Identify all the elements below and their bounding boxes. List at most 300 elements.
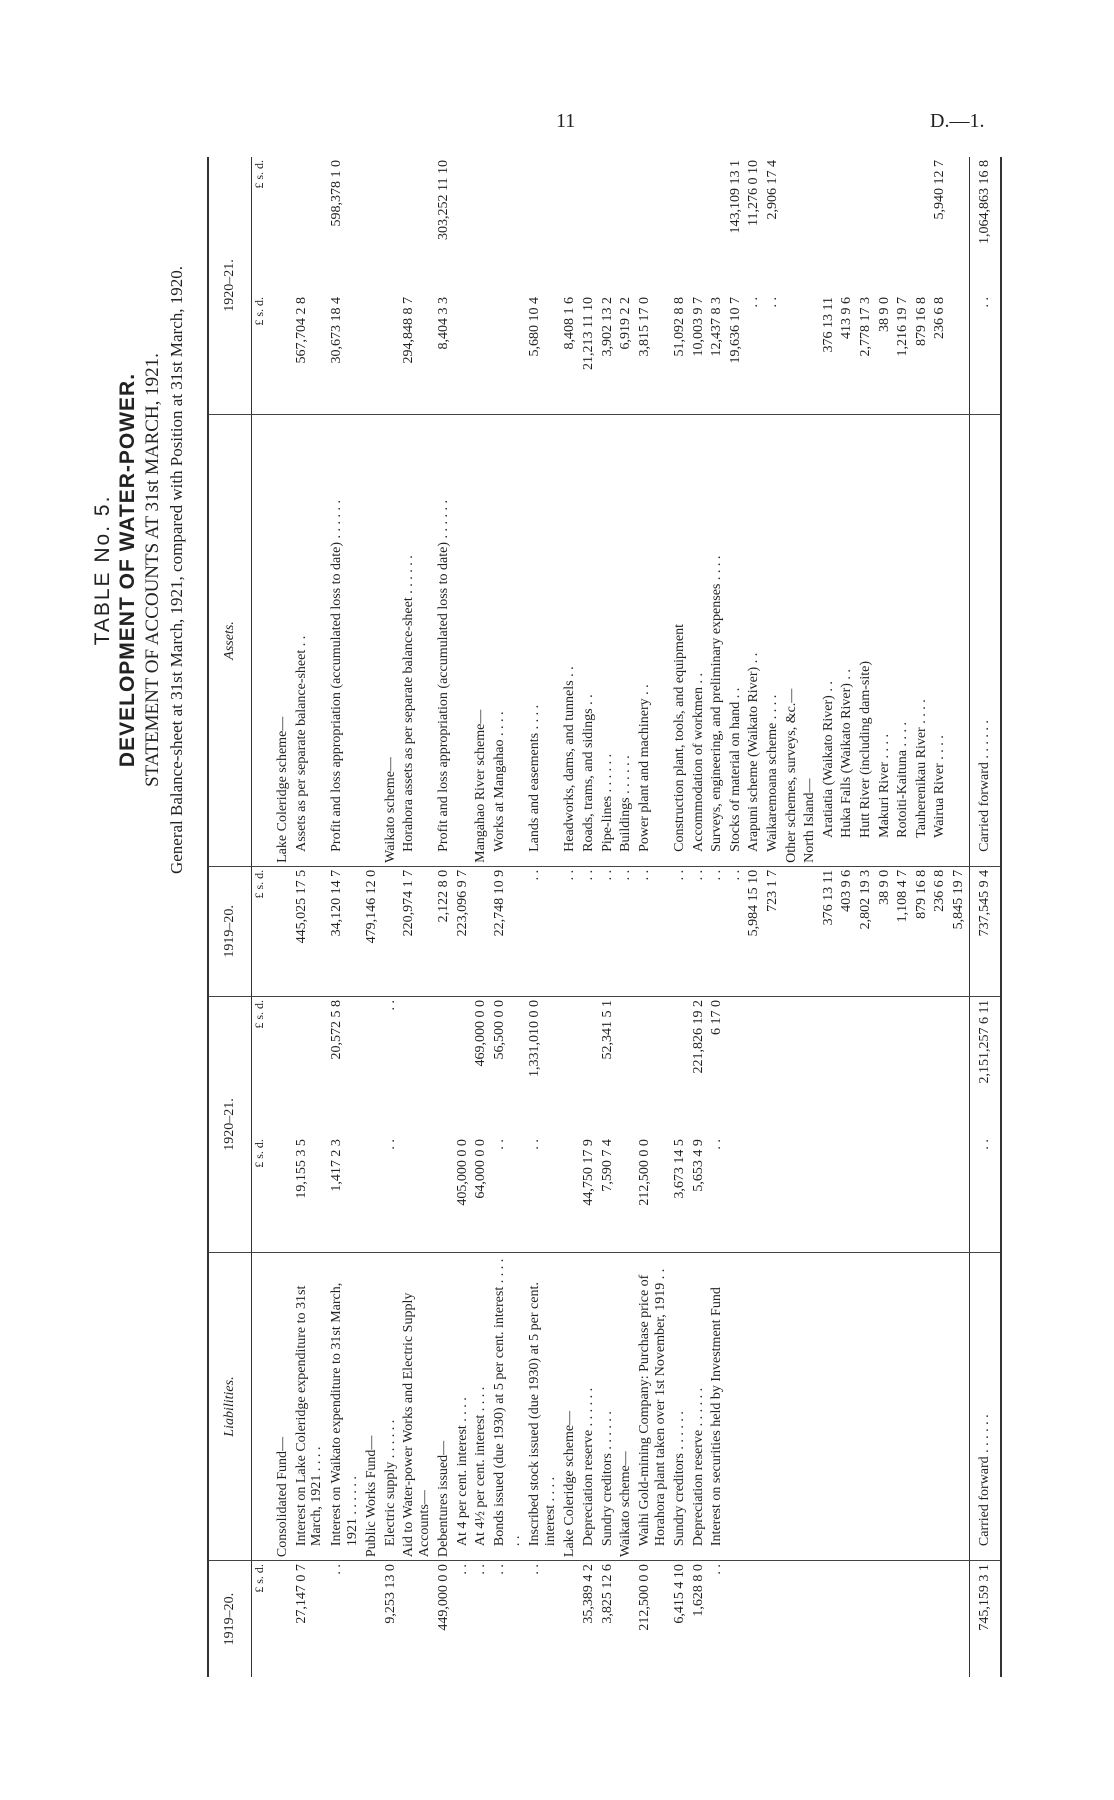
liab-total-cell [636, 996, 671, 1136]
liab-prev-cell [820, 1561, 839, 1677]
liab-carried-forward-label: Carried forward . . . . . . [970, 1253, 1002, 1561]
liab-sub-cell [857, 1136, 876, 1252]
liabilities-header: Liabilities. [208, 1253, 252, 1561]
asset-prev-cell: . . [617, 866, 636, 996]
asset-prev-cell: . . [526, 866, 561, 996]
liab-prev-cell [727, 1561, 746, 1677]
liab-curr-year-header: 1920–21. [208, 996, 252, 1252]
asset-total-cell [708, 157, 727, 294]
asset-label-cell: Accommodation of workmen . . [690, 414, 709, 866]
balance-sheet-table [207, 157, 1002, 1677]
liab-label-cell [727, 1253, 746, 1561]
liab-label-cell: Aid to Water-power Works and Electric Supply Accounts— [400, 1253, 435, 1561]
currency-label: £ s. d. [252, 1139, 266, 1168]
liab-total-cell [783, 996, 802, 1136]
asset-sub-cell: 3,902 13 2 [599, 296, 615, 357]
asset-total-cell: 303,252 11 10 [436, 160, 452, 240]
asset-sub-cell: 38 9 0 [876, 296, 892, 332]
liab-prev-cell [783, 1561, 802, 1677]
liab-prev-cell: . . [472, 1561, 491, 1677]
liab-total-cell [727, 996, 746, 1136]
asset-sub-cell: 51,092 8 8 [671, 296, 687, 357]
liab-sub-cell: . . [527, 1139, 543, 1150]
liab-total-cell [857, 996, 876, 1136]
asset-label-cell: Hutt River (including dam-site) [857, 414, 876, 866]
assets-prev-year-header: 1919–20. [208, 866, 252, 996]
table-row [950, 157, 969, 1677]
liab-sub-cell: 7,590 7 4 [599, 1139, 615, 1192]
liab-sub-cell: 64,000 0 0 [473, 1139, 489, 1199]
asset-sub-cell: 3,815 17 0 [636, 296, 652, 357]
asset-total-cell [561, 157, 580, 294]
table-row [580, 157, 599, 1677]
liab-total-cell: 52,341 5 1 [599, 996, 618, 1136]
liab-total-cell [561, 996, 580, 1136]
liab-sub-cell [838, 1136, 857, 1252]
asset-prev-cell: . . [580, 866, 599, 996]
assets-header: Assets. [208, 414, 252, 866]
liab-total-cell: 56,500 0 0 [491, 996, 526, 1136]
liab-sub-cell: 44,750 17 9 [580, 1139, 596, 1206]
asset-total-cell: 11,276 0 10 [746, 160, 762, 226]
asset-sub-cell [382, 294, 401, 415]
balance-sheet-body [252, 157, 1002, 1677]
asset-label-cell: Mangahao River scheme— [472, 414, 491, 866]
asset-label-cell: Makuri River . . . . [876, 414, 895, 866]
liab-total-cell [671, 996, 690, 1136]
liab-sub-cell [400, 1136, 435, 1252]
asset-sub-cell: . . [764, 296, 780, 308]
liab-total-cell: 6 17 0 [708, 996, 727, 1136]
asset-prev-cell: 22,748 10 9 [491, 866, 526, 996]
asset-sub-cell: 19,636 10 7 [727, 296, 743, 364]
carried-forward-row [970, 157, 1002, 1677]
liab-total-cell [931, 996, 950, 1136]
asset-total-cell [617, 157, 636, 294]
asset-total-cell [857, 157, 876, 294]
table-row [727, 157, 746, 1677]
currency-label: £ s. d. [252, 296, 266, 326]
asset-total-cell [293, 157, 328, 294]
liab-total-cell [801, 996, 820, 1136]
asset-prev-cell [801, 866, 820, 996]
liab-prev-year-header: 1919–20. [208, 1561, 252, 1677]
liab-sub-cell: . . [382, 1139, 398, 1150]
liab-label-cell [894, 1253, 913, 1561]
liab-prev-cell [801, 1561, 820, 1677]
asset-prev-cell [382, 866, 401, 996]
table-row [838, 157, 857, 1677]
asset-prev-cell: 38 9 0 [876, 866, 895, 996]
asset-sub-cell: 12,437 8 3 [709, 296, 725, 357]
liab-label-cell: Interest on Lake Coleridge expenditure to 31st March, 1921 . . . . [293, 1253, 328, 1561]
liab-sub-cell [435, 1136, 454, 1252]
liab-prev-cell [745, 1561, 764, 1677]
liab-label-cell: Depreciation reserve . . . . . . [690, 1253, 709, 1561]
asset-prev-total: 737,545 9 4 [970, 866, 1002, 996]
asset-sub-cell: 8,408 1 6 [562, 296, 578, 350]
asset-total-cell [636, 157, 671, 294]
liab-total-cell [617, 996, 636, 1136]
liab-label-cell: At 4½ per cent. interest . . . . [472, 1253, 491, 1561]
table-row [363, 157, 382, 1677]
asset-total-cell [454, 157, 473, 294]
liab-total-cell [435, 996, 454, 1136]
liab-sub-cell [950, 1136, 969, 1252]
asset-prev-cell: . . [727, 866, 746, 996]
asset-prev-cell: . . [708, 866, 727, 996]
asset-total-cell [950, 157, 969, 294]
liab-sub-cell: 3,673 14 5 [671, 1139, 687, 1199]
table-row [617, 157, 636, 1677]
asset-sub-cell: 376 13 11 [820, 296, 836, 353]
asset-sub-cell [274, 294, 293, 415]
liab-prev-cell: 1,628 8 0 [690, 1561, 709, 1677]
asset-prev-cell: . . [690, 866, 709, 996]
liab-label-cell: Electric supply . . . . . . [382, 1253, 401, 1561]
currency-label: £ s. d. [252, 160, 266, 189]
table-row [745, 157, 764, 1677]
table-subtitle-2: General Balance-sheet at 31st March, 1921, compared with Position at 31st March, 1920. [167, 265, 187, 875]
liab-sub-cell: 1,417 2 3 [328, 1139, 344, 1192]
asset-sub-cell: 2,778 17 3 [858, 296, 874, 357]
asset-prev-cell [472, 866, 491, 996]
liab-total-cell [745, 996, 764, 1136]
asset-label-cell: Waikato scheme— [382, 414, 401, 866]
liab-prev-cell: 35,389 4 2 [580, 1561, 599, 1677]
asset-sub-cell: 567,704 2 8 [293, 296, 309, 364]
page-number: 11 [556, 110, 576, 132]
asset-prev-cell: 1,108 4 7 [894, 866, 913, 996]
asset-grand-total: 1,064,863 16 8 [970, 157, 1002, 294]
liab-prev-cell [876, 1561, 895, 1677]
asset-prev-cell: 236 6 8 [931, 866, 950, 996]
asset-total-cell [526, 157, 561, 294]
table-row [820, 157, 839, 1677]
liab-sub-cell [820, 1136, 839, 1252]
liab-prev-cell [400, 1561, 435, 1677]
asset-sub-cell [950, 294, 969, 415]
liab-sub-cell [876, 1136, 895, 1252]
table-row [671, 157, 690, 1677]
table-row [690, 157, 709, 1677]
asset-prev-cell [274, 866, 293, 996]
asset-label-cell: Headworks, dams, and tunnels . . [561, 414, 580, 866]
liab-sub-cell [274, 1136, 293, 1252]
liab-total-cell [838, 996, 857, 1136]
table-row [764, 157, 783, 1677]
asset-sub-cell: 294,848 8 7 [401, 296, 417, 364]
asset-prev-cell: . . [561, 866, 580, 996]
asset-total-cell: 598,378 1 0 [328, 160, 344, 227]
asset-prev-cell: 2,802 19 3 [857, 866, 876, 996]
liab-total-cell: 221,826 19 2 [690, 996, 709, 1136]
liab-label-cell: Debentures issued— [435, 1253, 454, 1561]
asset-total-cell: 143,109 13 1 [727, 160, 743, 234]
liab-label-cell [857, 1253, 876, 1561]
liab-prev-cell: 212,500 0 0 [636, 1561, 671, 1677]
liab-label-cell [931, 1253, 950, 1561]
liab-sub-total: . . [970, 1136, 1002, 1252]
liab-total-cell [274, 996, 293, 1136]
liab-label-cell: Bonds issued (due 1930) at 5 per cent. interest . . . . . . [491, 1253, 526, 1561]
liab-prev-cell: 3,825 12 6 [599, 1561, 618, 1677]
asset-label-cell [454, 414, 473, 866]
asset-total-cell [274, 157, 293, 294]
table-row [454, 157, 473, 1677]
asset-label-cell: Profit and loss appropriation (accumulated loss to date) . . . . . . [328, 414, 363, 866]
table-row [328, 157, 363, 1677]
liab-total-cell [876, 996, 895, 1136]
asset-label-cell: Profit and loss appropriation (accumulated loss to date) . . . . . . [435, 414, 454, 866]
liab-prev-cell [894, 1561, 913, 1677]
asset-total-cell [400, 157, 435, 294]
asset-prev-cell: 403 9 6 [838, 866, 857, 996]
liab-sub-cell: 405,000 0 0 [454, 1139, 470, 1206]
liab-prev-cell [931, 1561, 950, 1677]
asset-sub-cell: . . [746, 296, 762, 308]
liab-prev-cell [950, 1561, 969, 1677]
table-row [435, 157, 454, 1677]
liab-label-cell [820, 1253, 839, 1561]
asset-total-cell [838, 157, 857, 294]
liab-label-cell [764, 1253, 783, 1561]
liab-sub-cell [894, 1136, 913, 1252]
liab-prev-cell [363, 1561, 382, 1677]
document-reference: D.—1. [930, 110, 985, 132]
currency-label: £ s. d. [252, 866, 275, 996]
asset-label-cell: Buildings . . . . . . [617, 414, 636, 866]
asset-sub-cell: 6,919 2 2 [618, 296, 634, 350]
liab-label-cell: Lake Coleridge scheme— [561, 1253, 580, 1561]
asset-sub-cell: 413 9 6 [839, 296, 855, 339]
liab-total-cell: 20,572 5 8 [328, 996, 363, 1136]
table-row [274, 157, 293, 1677]
liab-prev-cell: 6,415 4 10 [671, 1561, 690, 1677]
table-row [931, 157, 950, 1677]
liab-label-cell: Sundry creditors . . . . . . [599, 1253, 618, 1561]
balance-sheet [207, 157, 1002, 1677]
asset-total-cell [783, 157, 802, 294]
asset-total-cell [382, 157, 401, 294]
table-row [857, 157, 876, 1677]
asset-total-cell [801, 157, 820, 294]
asset-total-cell [913, 157, 932, 294]
liab-prev-cell [913, 1561, 932, 1677]
liab-label-cell: Depreciation reserve . . . . . . [580, 1253, 599, 1561]
asset-prev-cell: . . [671, 866, 690, 996]
table-row [599, 157, 618, 1677]
asset-label-cell: Works at Mangahao . . . . [491, 414, 526, 866]
liab-total-cell: 469,000 0 0 [472, 996, 491, 1136]
asset-sub-cell [801, 294, 820, 415]
asset-label-cell: Pipe-lines . . . . . . [599, 414, 618, 866]
table-row [561, 157, 580, 1677]
liab-grand-total: 2,151,257 6 11 [970, 996, 1002, 1136]
asset-prev-cell: 723 1 7 [764, 866, 783, 996]
asset-prev-cell: . . [599, 866, 618, 996]
asset-total-cell [690, 157, 709, 294]
asset-label-cell [363, 414, 382, 866]
asset-label-cell: Lake Coleridge scheme— [274, 414, 293, 866]
currency-row [252, 157, 275, 1677]
asset-total-cell [876, 157, 895, 294]
asset-label-cell: Aratiatia (Waikato River) . . [820, 414, 839, 866]
liab-total-cell [950, 996, 969, 1136]
asset-prev-cell: 445,025 17 5 [293, 866, 328, 996]
liab-sub-cell [617, 1136, 636, 1252]
liab-label-cell: At 4 per cent. interest . . . . [454, 1253, 473, 1561]
liab-sub-cell [931, 1136, 950, 1252]
asset-label-cell: Horahora assets as per separate balance-sheet . . . . . . [400, 414, 435, 866]
liab-prev-cell [617, 1561, 636, 1677]
liab-label-cell [838, 1253, 857, 1561]
liab-prev-cell [274, 1561, 293, 1677]
liab-prev-total: 745,159 3 1 [970, 1561, 1002, 1677]
liab-label-cell: Sundry creditors . . . . . . [671, 1253, 690, 1561]
asset-total-cell [580, 157, 599, 294]
asset-prev-cell: 5,984 15 10 [745, 866, 764, 996]
table-row [913, 157, 932, 1677]
asset-prev-cell: . . [636, 866, 671, 996]
liab-total-cell [913, 996, 932, 1136]
table-row [293, 157, 328, 1677]
currency-label: £ s. d. [252, 1561, 275, 1677]
asset-label-cell: Construction plant, tools, and equipment [671, 414, 690, 866]
asset-label-cell: Power plant and machinery . . [636, 414, 671, 866]
asset-prev-cell: 879 16 8 [913, 866, 932, 996]
liab-prev-cell: 449,000 0 0 [435, 1561, 454, 1677]
liab-label-cell [801, 1253, 820, 1561]
asset-prev-cell [783, 866, 802, 996]
assets-curr-year-header: 1920–21. [208, 157, 252, 414]
table-row [526, 157, 561, 1677]
asset-label-cell: Assets as per separate balance-sheet . . [293, 414, 328, 866]
liab-total-cell [400, 996, 435, 1136]
liab-label-cell: Interest on Waikato expenditure to 31st March, 1921 . . . . . . [328, 1253, 363, 1561]
asset-prev-cell: 223,096 9 7 [454, 866, 473, 996]
asset-sub-cell: 1,216 19 7 [895, 296, 911, 357]
liab-sub-cell [764, 1136, 783, 1252]
liab-sub-cell [561, 1136, 580, 1252]
table-row [382, 157, 401, 1677]
liab-label-cell: Interest on securities held by Investment Fund [708, 1253, 727, 1561]
asset-sub-cell [454, 294, 473, 415]
asset-label-cell [950, 414, 969, 866]
asset-sub-cell [363, 294, 382, 415]
asset-sub-cell: 5,680 10 4 [527, 296, 543, 357]
liab-label-cell [876, 1253, 895, 1561]
liab-label-cell [950, 1253, 969, 1561]
liab-prev-cell [857, 1561, 876, 1677]
asset-sub-cell [472, 294, 491, 415]
liab-total-cell: . . [382, 996, 401, 1136]
table-row [491, 157, 526, 1677]
asset-prev-cell: 5,845 19 7 [950, 866, 969, 996]
asset-sub-cell: 236 6 8 [932, 296, 948, 339]
asset-prev-cell: 376 13 11 [820, 866, 839, 996]
liab-label-cell: Waihi Gold-mining Company: Purchase price of Horahora plant taken over 1st November, 1919 . . [636, 1253, 671, 1561]
asset-prev-cell: 34,120 14 7 [328, 866, 363, 996]
asset-total-cell: 5,940 12 7 [932, 160, 948, 220]
asset-label-cell: Lands and easements . . . . [526, 414, 561, 866]
liab-prev-cell: . . [708, 1561, 727, 1677]
asset-sub-cell: 879 16 8 [913, 296, 929, 346]
asset-sub-cell: 21,213 11 10 [580, 296, 596, 370]
liab-sub-cell: . . [709, 1139, 725, 1150]
table-row [783, 157, 802, 1677]
asset-carried-forward-label: Carried forward . . . . . . [970, 414, 1002, 866]
asset-total-cell [671, 157, 690, 294]
asset-label-cell: Arapuni scheme (Waikato River) . . [745, 414, 764, 866]
liab-label-cell: Inscribed stock issued (due 1930) at 5 per cent. interest . . . . [526, 1253, 561, 1561]
asset-prev-cell: 2,122 8 0 [435, 866, 454, 996]
liab-prev-cell: . . [491, 1561, 526, 1677]
asset-label-cell: Wairua River . . . . [931, 414, 950, 866]
liab-total-cell: 1,331,010 0 0 [526, 996, 561, 1136]
table-subtitle: STATEMENT OF ACCOUNTS AT 31st MARCH, 1921. [142, 353, 164, 787]
liab-label-cell: Waikato scheme— [617, 1253, 636, 1561]
table-title: DEVELOPMENT OF WATER-POWER. [116, 372, 140, 768]
asset-sub-cell: 10,003 9 7 [690, 296, 706, 357]
liab-total-cell [580, 996, 599, 1136]
liab-total-cell [454, 996, 473, 1136]
asset-total-cell [363, 157, 382, 294]
asset-label-cell: Other schemes, surveys, &c.— [783, 414, 802, 866]
liab-prev-cell: . . [526, 1561, 561, 1677]
asset-sub-cell [783, 294, 802, 415]
asset-label-cell: Stocks of material on hand . . [727, 414, 746, 866]
liab-sub-cell [363, 1136, 382, 1252]
asset-total-cell: 2,906 17 4 [764, 160, 780, 220]
table-row [400, 157, 435, 1677]
liab-sub-cell: 212,500 0 0 [636, 1139, 652, 1206]
table-row [876, 157, 895, 1677]
table-row [801, 157, 820, 1677]
liab-sub-cell [913, 1136, 932, 1252]
table-row [472, 157, 491, 1677]
asset-label-cell: Huka Falls (Waikato River) . . [838, 414, 857, 866]
asset-label-cell: Surveys, engineering, and preliminary expenses . . . . [708, 414, 727, 866]
liab-label-cell [745, 1253, 764, 1561]
asset-sub-cell: 30,673 18 4 [328, 296, 344, 364]
liab-sub-cell: 19,155 3 5 [293, 1139, 309, 1199]
asset-label-cell: Tauherenikau River . . . . [913, 414, 932, 866]
table-row [894, 157, 913, 1677]
liab-total-cell [820, 996, 839, 1136]
liab-total-cell [363, 996, 382, 1136]
currency-label [252, 1253, 275, 1561]
asset-total-cell [599, 157, 618, 294]
asset-total-cell [894, 157, 913, 294]
liab-sub-cell [783, 1136, 802, 1252]
liab-prev-cell: 27,147 0 7 [293, 1561, 328, 1677]
liab-prev-cell: 9,253 13 0 [382, 1561, 401, 1677]
asset-label-cell: Waikaremoana scheme . . . . [764, 414, 783, 866]
liab-sub-cell [727, 1136, 746, 1252]
asset-label-cell: Rotoiti-Kaituna . . . . [894, 414, 913, 866]
asset-total-cell [820, 157, 839, 294]
asset-prev-cell: 479,146 12 0 [363, 866, 382, 996]
table-row [636, 157, 671, 1677]
liab-total-cell [764, 996, 783, 1136]
liab-label-cell: Public Works Fund— [363, 1253, 382, 1561]
asset-sub-cell [491, 294, 526, 415]
liab-prev-cell [764, 1561, 783, 1677]
table-row [708, 157, 727, 1677]
liab-prev-cell [838, 1561, 857, 1677]
asset-label-cell: North Island— [801, 414, 820, 866]
